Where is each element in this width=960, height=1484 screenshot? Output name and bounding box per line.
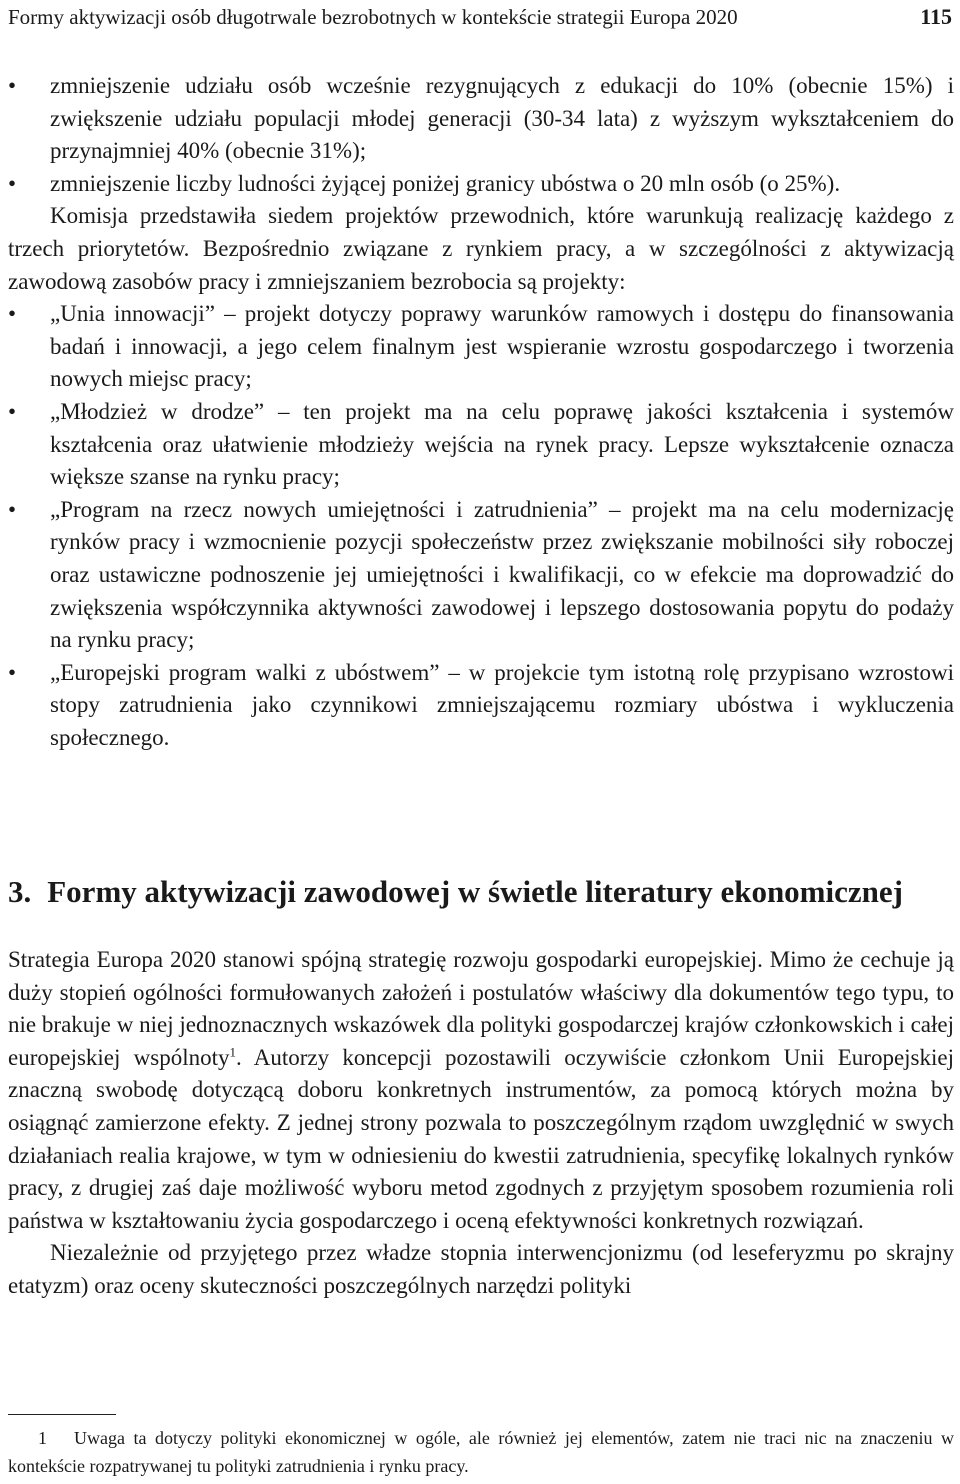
section-heading — [8, 872, 954, 912]
section-title: Formy aktywizacji zawodowej w świetle literatury ekonomicznej — [47, 874, 903, 909]
section-number: 3. — [8, 874, 32, 909]
footnote-reference[interactable]: 1 — [229, 1044, 236, 1060]
bullet-symbol: • — [8, 73, 17, 98]
running-header — [8, 4, 952, 30]
list-item — [8, 70, 954, 168]
bullet-symbol: • — [8, 398, 17, 424]
paragraph-text: Strategia Europa 2020 stanowi spójną strategię rozwoju gospodarki europejskiej. Mimo że cechuje ją duży stopień ogólności formułowanych założeń i postulatów właściwy dla dokumentów tego typu, to nie brakuje w niej jednoznacznych wskazówek dla polityki gospodarczej krajów członkowskich i całej europejskiej wspólnoty — [8, 947, 954, 1070]
footnote-mark: 1 — [38, 1428, 47, 1448]
list-item-text: „Unia innowacji” – projekt dotyczy poprawy warunków ramowych i dostępu do finansowania badań i innowacji, a jego celem finalnym jest wspieranie wzrostu gospodarczego i tworzenia nowych miejsc pracy; — [50, 301, 954, 392]
main-text-block — [8, 70, 954, 754]
paragraph-text: . Autorzy koncepcji pozostawili oczywiście członkom Unii Europejskiej znaczną swobodę dotyczącą doboru konkretnych instrumentów, za pomocą których można by osiągnąć zamierzone efekty. Z jednej strony pozwala to poszczególnym rządom uwzględnić w swych działaniach realia krajowe, w tym w odniesieniu do kwestii zatrudnienia, specyfikę lokalnych rynków pracy, z drugiej zaś daje możliwość wyboru metod zgodnych z przyjętym sposobem rozumienia roli państwa w kształtowaniu życia gospodarczego i oceną efektywności konkretnych rozwiązań. — [8, 1044, 954, 1233]
bullet-symbol: • — [8, 496, 17, 522]
section-text-block — [8, 944, 954, 1303]
section-paragraph: Niezależnie od przyjętego przez władze stopnia interwencjonizmu (od leseferyzmu po skrajny etatyzm) oraz oceny skuteczności poszczególnych narzędzi polityki — [8, 1240, 954, 1298]
list-item-text: „Program na rzecz nowych umiejętności i zatrudnienia” – projekt ma na celu modernizację rynków pracy i wzmocnienie pozycji społeczeństw przez zwiększanie mobilności siły roboczej oraz ustawiczne podnoszenie jej umiejętności i kwalifikacji, co w efekcie ma doprowadzić do zwiększenia współczynnika aktywności zawodowej i lepszego dostosowania popytu do podaży na rynku pracy; — [50, 496, 954, 653]
bullet-symbol: • — [8, 659, 17, 685]
intro-paragraph: Komisja przedstawiła siedem projektów przewodnich, które warunkują realizację każdego z trzech priorytetów. Bezpośrednio związane z rynkiem pracy, a w szczególności z aktywizacją zawodową zasobów pracy i zmniejszaniem bezrobocia są projekty: — [8, 203, 954, 294]
list-item-text: „Młodzież w drodze” – ten projekt ma na celu poprawę jakości kształcenia i systemów kształcenia oraz ułatwienie młodzieży wejścia na rynek pracy. Lepsze wykształcenie oznacza większe szanse na rynku pracy; — [50, 398, 954, 490]
list-item — [8, 494, 954, 657]
list-item — [8, 298, 954, 396]
list-item — [8, 657, 954, 755]
bullet-symbol: • — [8, 170, 17, 196]
footnote-text: Uwaga ta dotyczy polityki ekonomicznej w ogóle, ale również jej elementów, zatem nie traci nic na znaczeniu w kontekście rozpatrywanej tu polityki zatrudnienia i rynku pracy. — [8, 1428, 954, 1476]
list-item-text: zmniejszenie udziału osób wcześnie rezygnujących z edukacji do 10% (obecnie 15%) i zwiększenie udziału populacji młodej generacji (30-34 lata) z wyższym wykształceniem do przynajmniej 40% (obecnie 31%); — [50, 73, 954, 164]
list-item — [8, 396, 954, 494]
list-item-text: zmniejszenie liczby ludności żyjącej poniżej granicy ubóstwa o 20 mln osób (o 25%). — [50, 170, 841, 196]
section-paragraph — [8, 944, 954, 1237]
list-item — [8, 168, 954, 201]
footnote-divider — [8, 1414, 116, 1415]
footnote — [8, 1424, 954, 1480]
page-number: 115 — [920, 4, 952, 29]
list-item-text: „Europejski program walki z ubóstwem” – w projekcie tym istotną rolę przypisano wzrostowi stopy zatrudnienia jako czynnikowi zmniejszającemu rozmiary ubóstwa i wykluczenia społecznego. — [50, 659, 954, 750]
bullet-symbol: • — [8, 301, 17, 327]
running-title: Formy aktywizacji osób długotrwale bezrobotnych w kontekście strategii Europa 2020 — [8, 5, 738, 29]
